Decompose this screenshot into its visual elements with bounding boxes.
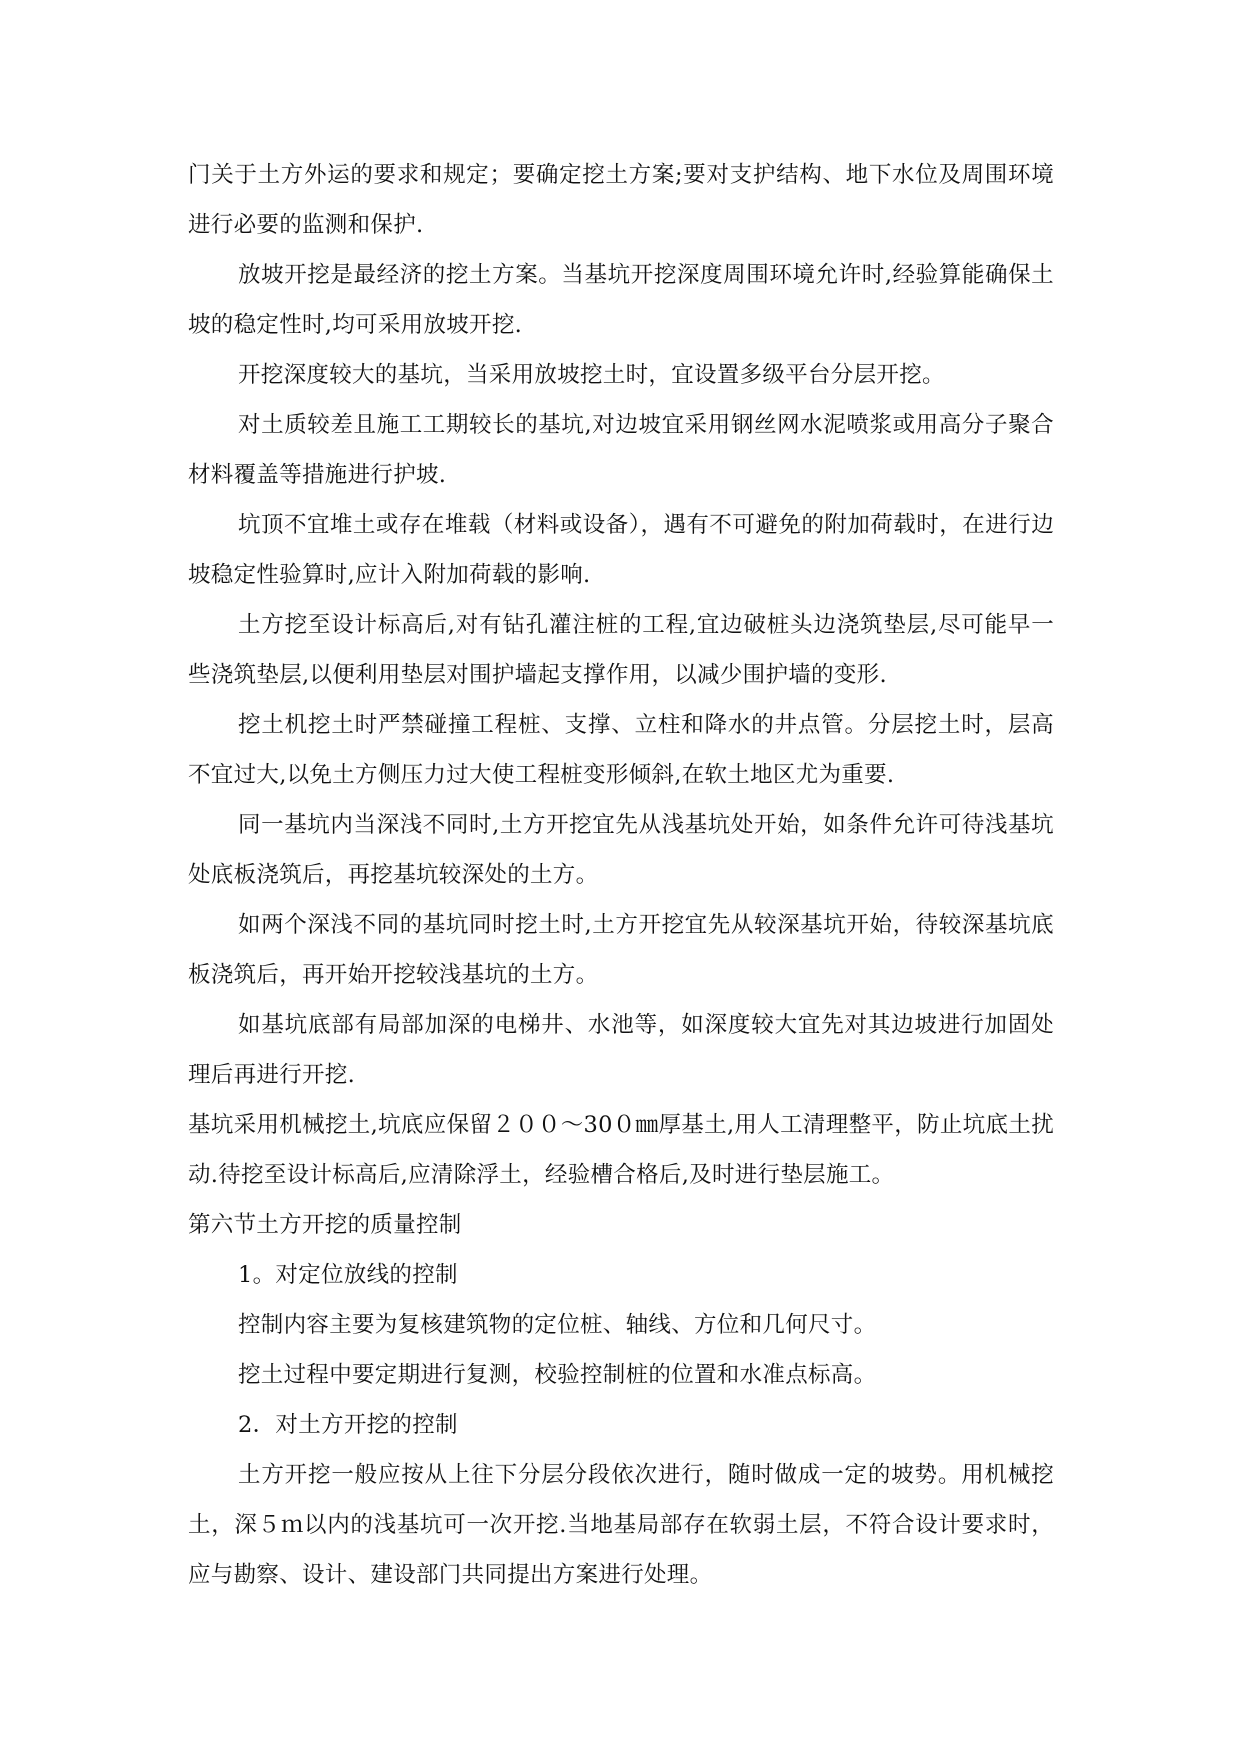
paragraph-mechanical-excavation: 基坑采用机械挖土,坑底应保留２００～30０㎜厚基土,用人工清理整平，防止坑底土扰动.待挖至设计标高后,应清除浮土，经验槽合格后,及时进行垫层施工。	[188, 1112, 1054, 1188]
subheading-excavation-control: 2．对土方开挖的控制	[238, 1412, 458, 1438]
paragraph-top-loading: 坑顶不宜堆土或存在堆载（材料或设备），遇有不可避免的附加荷载时，在进行边坡稳定性验算时,应计入附加荷载的影响.	[188, 512, 1054, 588]
paragraph-slope-excavation: 放坡开挖是最经济的挖土方案。当基坑开挖深度周围环境允许时,经验算能确保土坡的稳定性时,均可采用放坡开挖.	[188, 262, 1054, 338]
paragraph-control-content: 控制内容主要为复核建筑物的定位桩、轴线、方位和几何尺寸。	[238, 1312, 877, 1338]
paragraph-excavator-caution: 挖土机挖土时严禁碰撞工程桩、支撑、立柱和降水的井点管。分层挖土时，层高不宜过大,以免土方侧压力过大使工程桩变形倾斜,在软土地区尤为重要.	[188, 712, 1054, 788]
subheading-positioning: 1。对定位放线的控制	[238, 1262, 458, 1288]
paragraph-slope-protection: 对土质较差且施工工期较长的基坑,对边坡宜采用钢丝网水泥喷浆或用高分子聚合材料覆盖等措施进行护坡.	[188, 412, 1054, 488]
paragraph-periodic-survey: 挖土过程中要定期进行复测，校验控制桩的位置和水准点标高。	[238, 1362, 877, 1388]
paragraph-local-deepening: 如基坑底部有局部加深的电梯井、水池等，如深度较大宜先对其边坡进行加固处理后再进行开挖.	[188, 1012, 1054, 1088]
paragraph-cushion-layer: 土方挖至设计标高后,对有钻孔灌注桩的工程,宜边破桩头边浇筑垫层,尽可能早一些浇筑垫层,以便利用垫层对围护墙起支撑作用，以减少围护墙的变形.	[188, 612, 1054, 688]
paragraph-continuation: 门关于土方外运的要求和规定；要确定挖土方案;要对支护结构、地下水位及周围环境进行必要的监测和保护.	[188, 162, 1054, 238]
paragraph-same-pit-depths: 同一基坑内当深浅不同时,土方开挖宜先从浅基坑处开始，如条件允许可待浅基坑处底板浇筑后，再挖基坑较深处的土方。	[188, 812, 1054, 888]
section-heading: 第六节土方开挖的质量控制	[188, 1212, 462, 1238]
document-body	[188, 150, 1054, 1600]
paragraph-multilevel-platform: 开挖深度较大的基坑，当采用放坡挖土时，宜设置多级平台分层开挖。	[238, 362, 945, 388]
paragraph-excavation-order: 土方开挖一般应按从上往下分层分段依次进行，随时做成一定的坡势。用机械挖土，深５ｍ以内的浅基坑可一次开挖.当地基局部存在软弱土层，不符合设计要求时，应与勘察、设计、建设部门共同提出方案进行处理。	[188, 1462, 1054, 1588]
paragraph-two-pits: 如两个深浅不同的基坑同时挖土时,土方开挖宜先从较深基坑开始，待较深基坑底板浇筑后，再开始开挖较浅基坑的土方。	[188, 912, 1054, 988]
